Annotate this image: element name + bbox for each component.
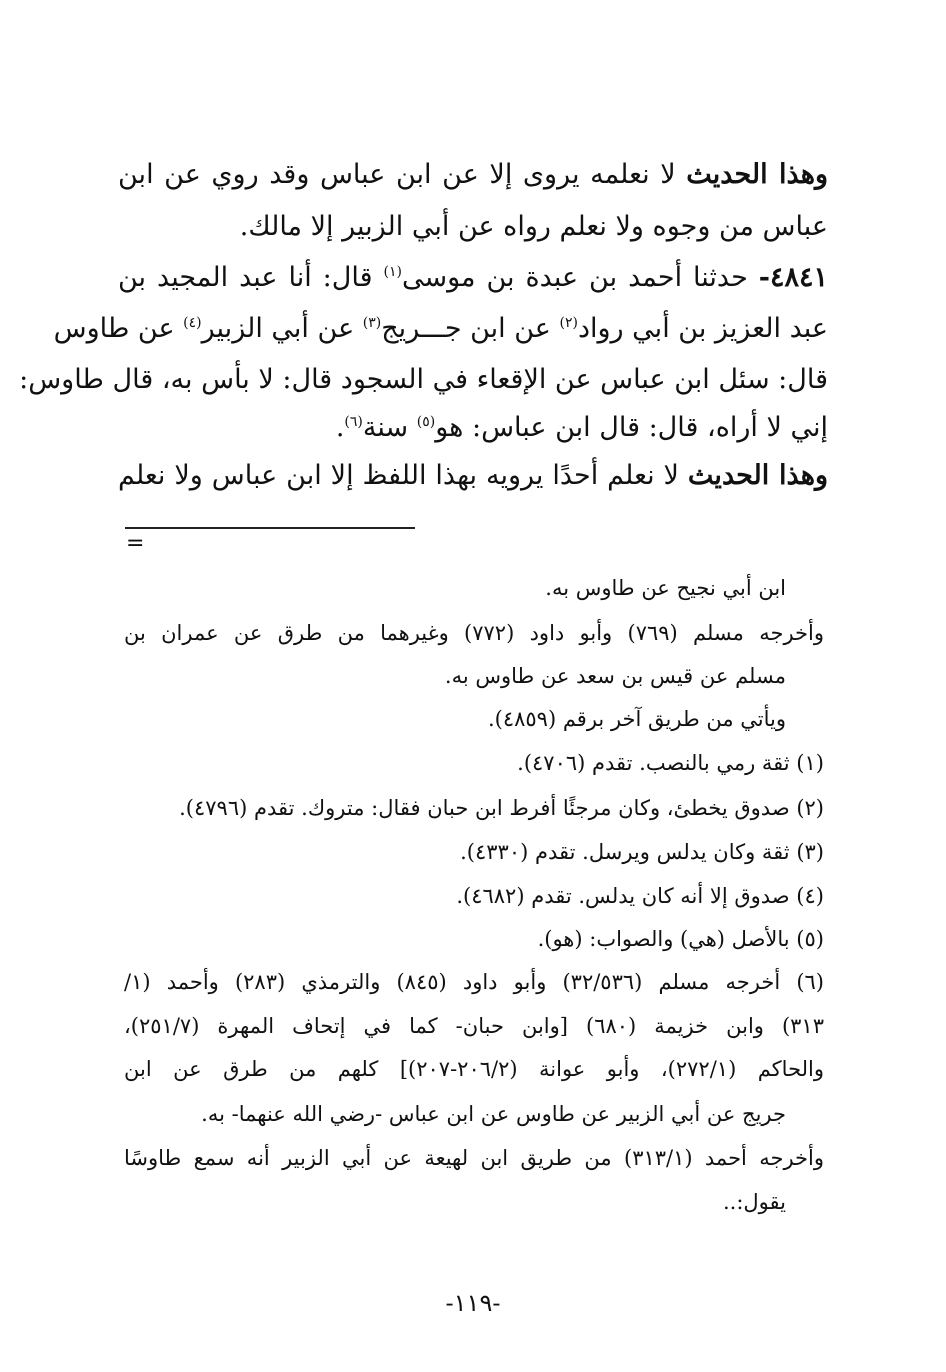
footnote-6: (٦) أخرجه مسلم (٣٢/٥٣٦) وأبو داود (٨٤٥) والترمذي (٢٨٣) وأحمد (١/	[124, 970, 824, 994]
main-line-4	[53, 309, 828, 349]
footnote-6-line: يقول:..	[723, 1190, 786, 1214]
bold-lead: وهذا الحديث	[687, 460, 828, 491]
footnote-6-line: جريج عن أبي الزبير عن طاوس عن ابن عباس -رضي الله عنهما- به.	[201, 1102, 786, 1126]
footnote-continuation-line: وأخرجه مسلم (٧٦٩) وأبو داود (٧٧٢) وغيرهما من طرق عن عمران بن	[124, 621, 824, 645]
hadith-number: ٤٨٤١-	[758, 262, 828, 293]
main-line-1	[118, 155, 828, 195]
main-line-2: عباس من وجوه ولا نعلم رواه عن أبي الزبير إلا مالك.	[239, 211, 828, 242]
main-text: إني لا أراه، قال: قال ابن عباس: هو	[435, 412, 828, 443]
page-number: -١١٩-	[445, 1289, 501, 1317]
footnote-6-line: ٣١٣) وابن خزيمة (٦٨٠) [وابن حبان- كما في إتحاف المهرة (٢٥١/٧)،	[124, 1014, 824, 1038]
main-text: عن طاوس	[53, 313, 175, 344]
footnote-3: (٣) ثقة وكان يدلس ويرسل. تقدم (٤٣٣٠).	[460, 840, 824, 864]
footnote-6-line: والحاكم (٢٧٢/١)، وأبو عوانة (٢٠٦/٢-٢٠٧)] كلهم من طرق عن ابن	[124, 1057, 824, 1081]
main-text: قال: أنا عبد المجيد بن	[118, 262, 373, 293]
main-line-6	[118, 408, 828, 448]
footnote-ref: (٥)	[416, 414, 436, 430]
footnote-6-line: وأخرجه أحمد (٣١٣/١) من طريق ابن لهيعة عن أبي الزبير أنه سمع طاوسًا	[124, 1146, 824, 1170]
main-text: سنة	[362, 412, 409, 443]
footnote-continuation-line: مسلم عن قيس بن سعد عن طاوس به.	[444, 664, 786, 688]
footnote-ref: (٤)	[183, 315, 202, 331]
continuation-mark: =	[126, 531, 145, 556]
main-text: عبد العزيز بن أبي رواد	[577, 313, 828, 344]
footnote-5: (٥) بالأصل (هي) والصواب: (هو).	[537, 927, 824, 951]
main-text: عن أبي الزبير	[201, 313, 355, 344]
main-text: لا نعلمه يروى إلا عن ابن عباس وقد روي عن ابن	[118, 159, 676, 190]
footnote-4: (٤) صدوق إلا أنه كان يدلس. تقدم (٤٦٨٢).	[456, 884, 824, 908]
main-text: حدثنا أحمد بن عبدة بن موسى	[401, 262, 748, 293]
footnote-ref: (٢)	[559, 315, 578, 331]
footnote-ref: (٣)	[362, 315, 382, 331]
main-line-7	[118, 456, 828, 496]
footnote-continuation-line: ابن أبي نجيح عن طاوس به.	[545, 576, 786, 600]
main-text: عن ابن جـــريج	[381, 313, 551, 344]
footnote-ref: (٦)	[344, 414, 363, 430]
footnote-2: (٢) صدوق يخطئ، وكان مرجئًا أفرط ابن حبان فقال: متروك. تقدم (٤٧٩٦).	[179, 796, 824, 820]
bold-lead: وهذا الحديث	[686, 159, 828, 190]
main-text: .	[335, 412, 345, 443]
footnote-ref: (١)	[383, 264, 402, 280]
footnote-1: (١) ثقة رمي بالنصب. تقدم (٤٧٠٦).	[517, 751, 824, 775]
main-line-5: قال: سئل ابن عباس عن الإقعاء في السجود قال: لا بأس به، قال طاوس:	[19, 364, 828, 395]
main-text: لا نعلم أحدًا يرويه بهذا اللفظ إلا ابن عباس ولا نعلم	[118, 460, 679, 491]
footnote-continuation-line: ويأتي من طريق آخر برقم (٤٨٥٩).	[487, 707, 786, 731]
footnote-separator	[125, 527, 415, 529]
main-line-3	[118, 258, 828, 298]
